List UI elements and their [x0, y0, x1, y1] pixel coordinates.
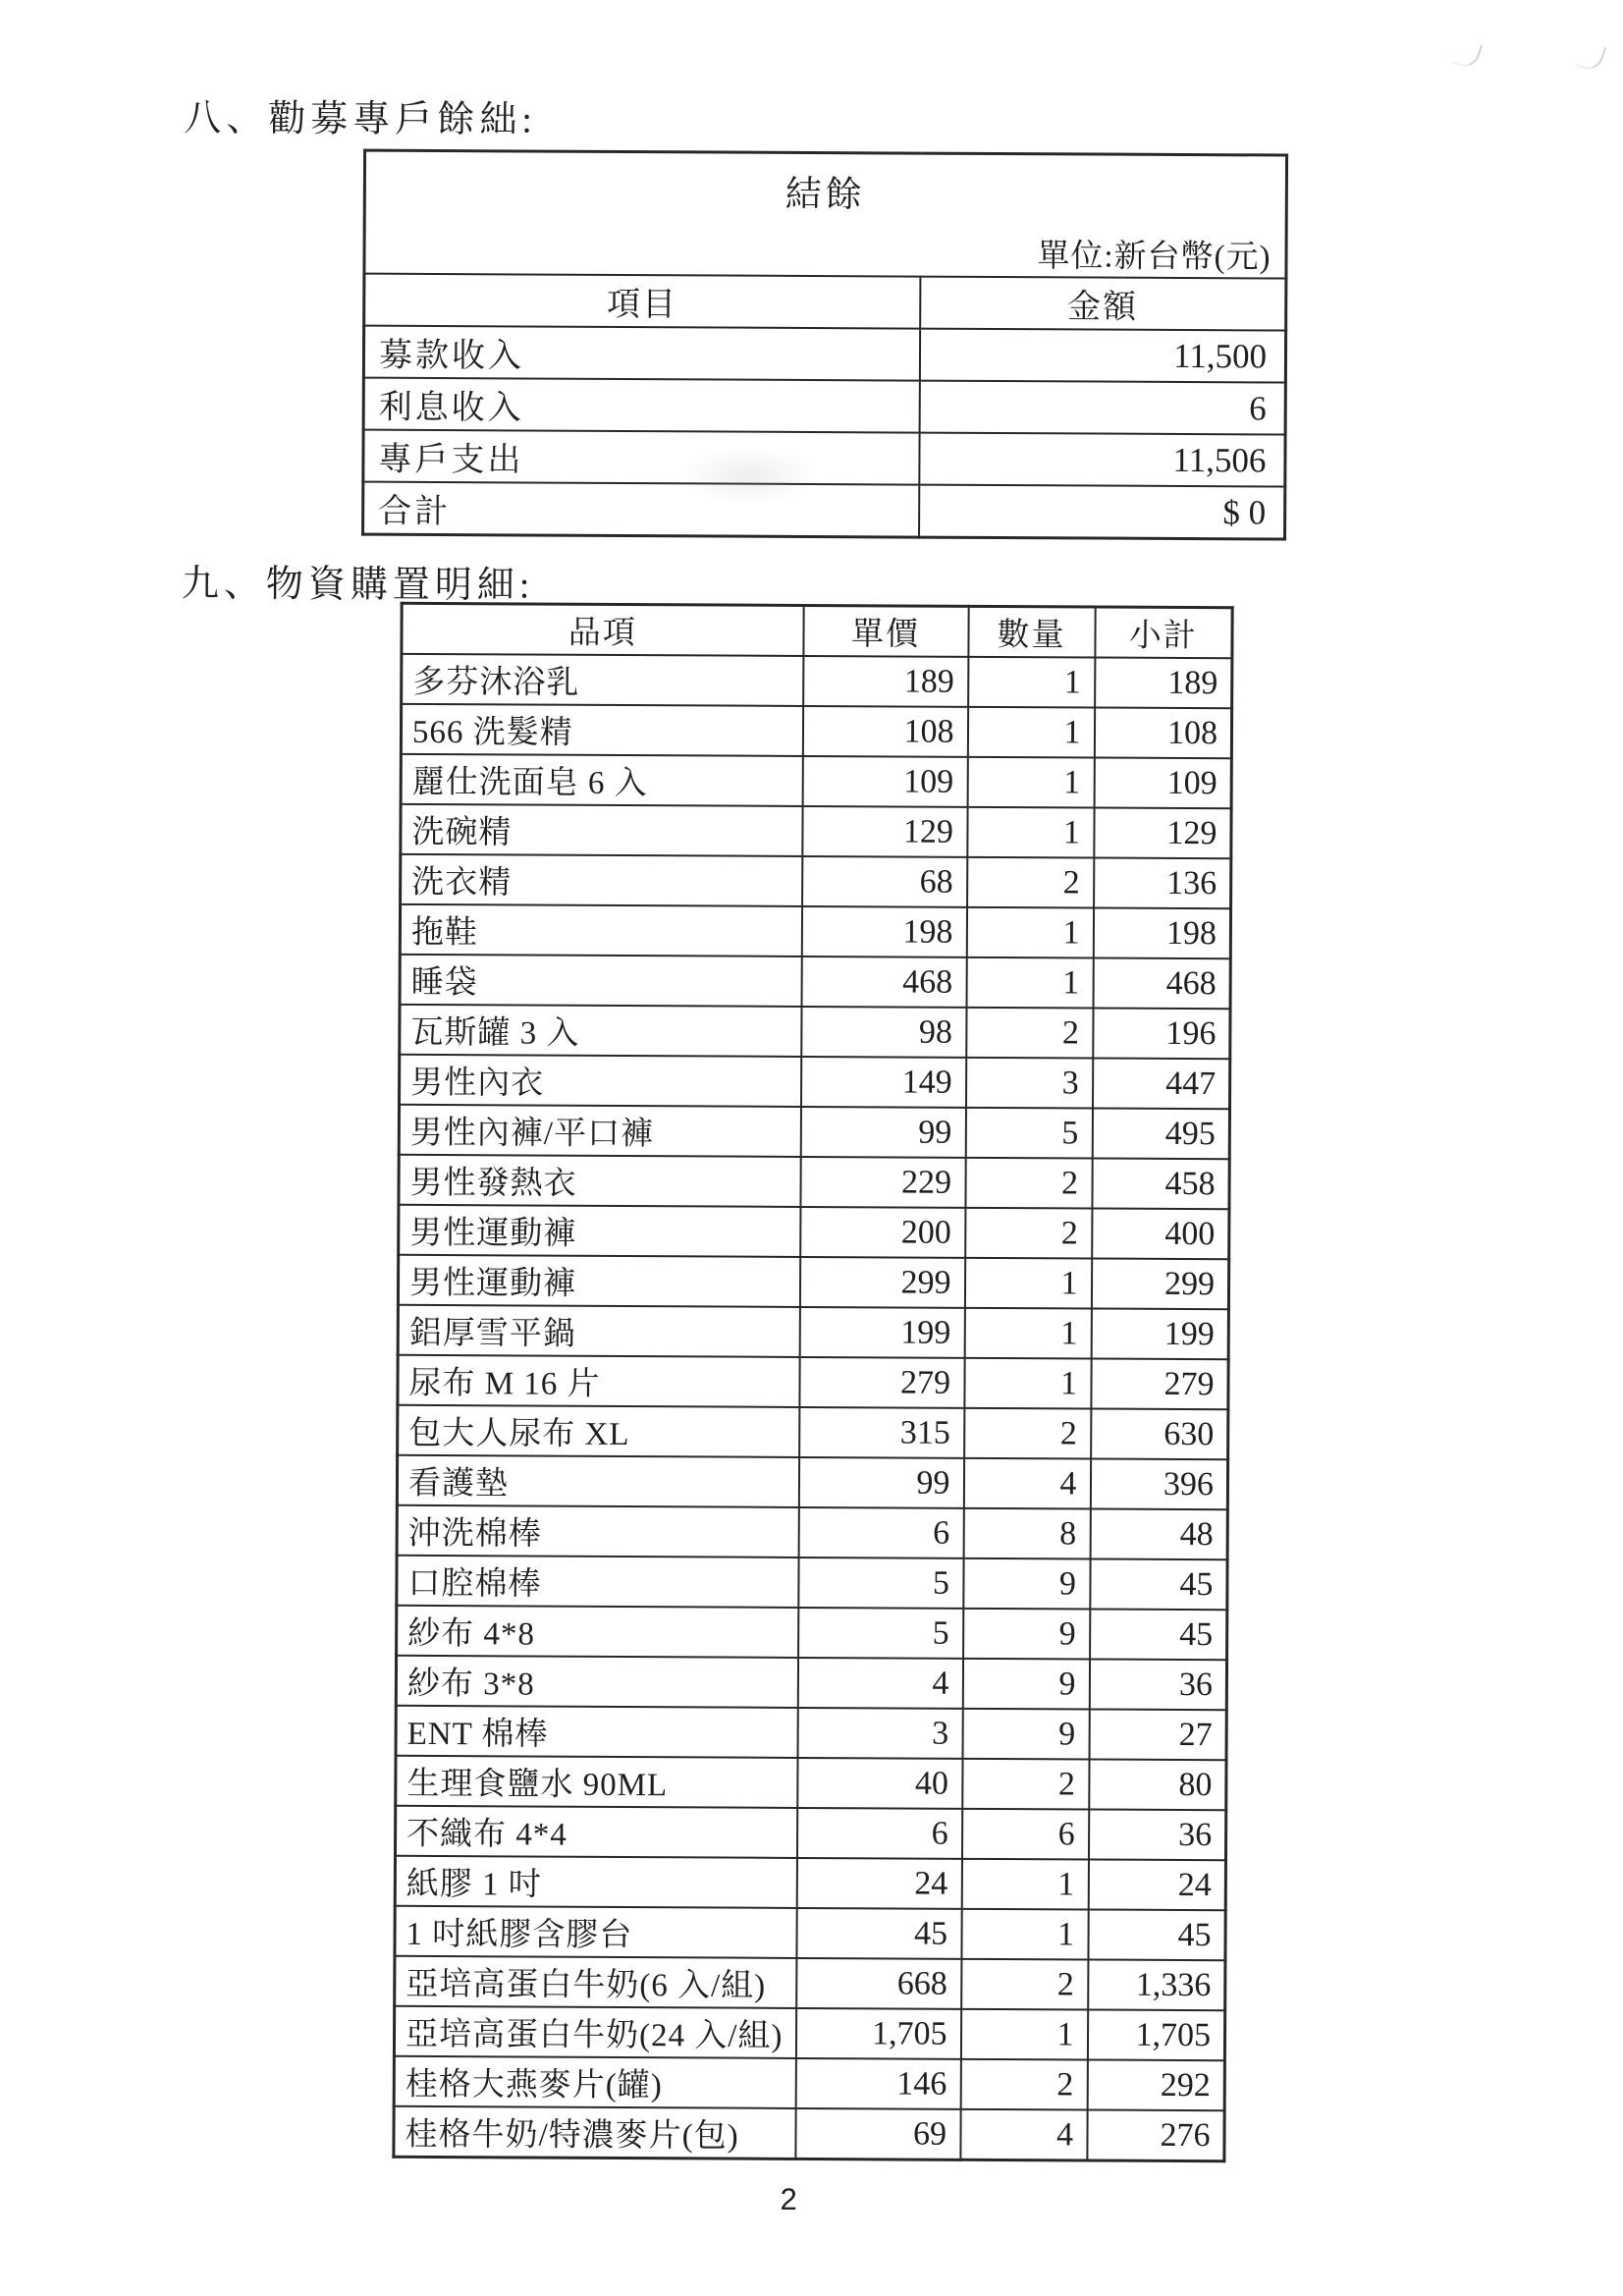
item-cell: 男性內衣: [400, 1055, 801, 1107]
quantity-cell: 1: [966, 957, 1093, 1009]
table-row: [363, 326, 1285, 383]
subtotal-cell: 279: [1091, 1358, 1228, 1409]
quantity-cell: 4: [960, 2109, 1087, 2160]
quantity-cell: 2: [964, 1408, 1091, 1459]
column-header-unit-price: 單價: [803, 605, 968, 656]
column-header-subtotal: 小計: [1095, 607, 1232, 658]
subtotal-cell: 1,705: [1087, 2009, 1224, 2060]
item-cell: 拖鞋: [400, 904, 801, 957]
item-cell: 生理食鹽水 90ML: [396, 1756, 797, 1808]
subtotal-cell: 36: [1089, 1659, 1226, 1710]
table-row: [401, 804, 1231, 858]
unit-price-cell: 129: [802, 806, 967, 857]
table-row: [400, 955, 1230, 1009]
quantity-cell: 1: [961, 1909, 1088, 1960]
item-cell: 男性運動褲: [398, 1255, 799, 1307]
currency-unit-note: 單位:新台幣(元): [1037, 239, 1271, 276]
item-cell: 合計: [363, 482, 919, 537]
item-cell: 洗碗精: [401, 804, 802, 856]
table-row: [398, 1255, 1228, 1309]
subtotal-cell: 299: [1091, 1258, 1228, 1309]
unit-price-cell: 45: [796, 1908, 961, 1959]
item-cell: 洗衣精: [401, 854, 802, 906]
item-cell: 亞培高蛋白牛奶(6 入/組): [395, 1956, 796, 2008]
table-row: [363, 378, 1285, 435]
quantity-cell: 1: [960, 2009, 1087, 2060]
quantity-cell: 2: [967, 857, 1094, 908]
item-cell: 看護墊: [397, 1455, 798, 1507]
subtotal-cell: 468: [1093, 958, 1230, 1010]
subtotal-cell: 1,336: [1088, 1959, 1225, 2010]
item-cell: 尿布 M 16 片: [398, 1355, 799, 1407]
table-row: [399, 1205, 1229, 1259]
table-title-cell: [364, 150, 1287, 278]
table-row: [395, 1806, 1225, 1860]
subtotal-cell: 129: [1094, 808, 1231, 859]
item-cell: 沖洗棉棒: [397, 1505, 798, 1558]
unit-price-cell: 198: [801, 906, 966, 957]
table-row: [398, 1355, 1228, 1409]
scan-noise: [679, 446, 817, 506]
table-header-row: [402, 603, 1232, 658]
quantity-cell: 1: [961, 1859, 1088, 1910]
subtotal-cell: 276: [1087, 2109, 1224, 2160]
unit-price-cell: 4: [797, 1658, 962, 1709]
unit-price-cell: 468: [801, 957, 966, 1008]
subtotal-cell: 24: [1088, 1859, 1225, 1910]
item-cell: 亞培高蛋白牛奶(24 入/組): [394, 2006, 795, 2058]
table-row: [400, 904, 1230, 958]
item-cell: 1 吋紙膠含膠台: [395, 1906, 796, 1958]
table-row: [401, 754, 1231, 808]
quantity-cell: 1: [966, 907, 1093, 958]
item-cell: 多芬沐浴乳: [402, 654, 803, 706]
item-cell: 紗布 4*8: [397, 1606, 798, 1658]
unit-price-cell: 99: [798, 1457, 963, 1508]
table-row: [398, 1305, 1228, 1359]
item-cell: 利息收入: [363, 378, 919, 433]
table-row: [400, 1005, 1230, 1059]
column-header-amount: 金額: [920, 277, 1286, 331]
subtotal-cell: 45: [1088, 1909, 1225, 1960]
unit-price-cell: 315: [799, 1407, 964, 1458]
subtotal-cell: 27: [1089, 1709, 1226, 1760]
donation-balance-table: [361, 149, 1288, 541]
supplies-detail-table: [392, 602, 1233, 2162]
supplies-detail-table-body: [394, 654, 1232, 2161]
quantity-cell: 9: [963, 1609, 1090, 1660]
column-header-quantity: 數量: [968, 606, 1095, 657]
table-row: [400, 1055, 1230, 1109]
column-header-item: 品項: [402, 603, 803, 656]
unit-price-cell: 146: [795, 2058, 960, 2109]
item-cell: 男性內褲/平口褲: [399, 1105, 800, 1157]
section-heading-donation-balance: 八、勸募專戶餘絀:: [184, 97, 537, 141]
quantity-cell: 9: [962, 1709, 1089, 1760]
quantity-cell: 9: [962, 1659, 1089, 1710]
table-header-row: [364, 274, 1286, 331]
item-cell: 募款收入: [363, 326, 919, 381]
amount-cell: 11,506: [919, 433, 1285, 487]
table-row: [363, 430, 1285, 487]
quantity-cell: 2: [960, 2059, 1087, 2110]
table-row: [394, 2056, 1224, 2110]
subtotal-cell: 199: [1091, 1308, 1228, 1359]
subtotal-cell: 400: [1092, 1208, 1229, 1259]
subtotal-cell: 136: [1094, 858, 1231, 909]
item-cell: 麗仕洗面皂 6 入: [401, 754, 802, 806]
subtotal-cell: 45: [1090, 1609, 1227, 1660]
quantity-cell: 6: [961, 1809, 1088, 1860]
quantity-cell: 1: [968, 657, 1095, 708]
quantity-cell: 8: [963, 1508, 1090, 1559]
table-row: [397, 1455, 1227, 1509]
unit-price-cell: 3: [797, 1708, 962, 1759]
unit-price-cell: 189: [803, 656, 968, 707]
subtotal-cell: 196: [1093, 1009, 1230, 1060]
unit-price-cell: 99: [800, 1107, 965, 1158]
quantity-cell: 1: [964, 1258, 1091, 1309]
unit-price-cell: 40: [797, 1758, 962, 1809]
item-cell: 男性發熱衣: [399, 1155, 800, 1207]
subtotal-cell: 109: [1094, 758, 1231, 809]
quantity-cell: 2: [965, 1208, 1092, 1259]
subtotal-cell: 48: [1090, 1508, 1227, 1559]
item-cell: 桂格牛奶/特濃麥片(包): [394, 2106, 795, 2159]
unit-price-cell: 24: [796, 1858, 961, 1909]
table-row: [401, 704, 1231, 758]
table-row: [397, 1505, 1227, 1559]
amount-cell: $ 0: [919, 485, 1285, 539]
table-row: [397, 1606, 1227, 1660]
quantity-cell: 9: [963, 1558, 1090, 1610]
quantity-cell: 3: [965, 1058, 1092, 1109]
table-row: [396, 1756, 1226, 1810]
subtotal-cell: 292: [1087, 2059, 1224, 2110]
section-heading-supplies: 九、物資購置明細:: [181, 563, 535, 607]
quantity-cell: 4: [963, 1458, 1090, 1509]
unit-price-cell: 279: [799, 1357, 964, 1408]
quantity-cell: 2: [965, 1158, 1092, 1209]
table-row: [401, 854, 1231, 908]
subtotal-cell: 36: [1088, 1809, 1225, 1860]
quantity-cell: 1: [964, 1308, 1091, 1359]
amount-cell: 6: [919, 381, 1285, 435]
scan-smudge: [1576, 40, 1606, 73]
table-title-row: [364, 150, 1287, 278]
table-row: [402, 654, 1232, 708]
unit-price-cell: 1,705: [795, 2008, 960, 2059]
table-row: [397, 1556, 1227, 1610]
unit-price-cell: 68: [802, 856, 967, 907]
table-row: [396, 1706, 1226, 1760]
unit-price-cell: 69: [795, 2108, 960, 2159]
subtotal-cell: 458: [1092, 1158, 1229, 1209]
unit-price-cell: 98: [801, 1007, 966, 1058]
subtotal-cell: 45: [1090, 1558, 1227, 1610]
item-cell: 桂格大燕麥片(罐): [394, 2056, 795, 2108]
unit-price-cell: 229: [800, 1157, 965, 1208]
table-row: [395, 1906, 1225, 1960]
table-row: [363, 482, 1285, 539]
item-cell: 鋁厚雪平鍋: [398, 1305, 799, 1357]
unit-price-cell: 299: [799, 1257, 964, 1308]
table-row: [395, 1856, 1225, 1910]
quantity-cell: 5: [965, 1108, 1092, 1159]
subtotal-cell: 396: [1090, 1458, 1227, 1509]
subtotal-cell: 80: [1089, 1759, 1226, 1810]
table-row: [399, 1155, 1229, 1209]
item-cell: 包大人尿布 XL: [398, 1405, 799, 1457]
unit-price-cell: 109: [802, 756, 967, 807]
quantity-cell: 1: [967, 757, 1094, 808]
unit-price-cell: 6: [796, 1808, 961, 1859]
table-row: [394, 2006, 1224, 2060]
table-row: [398, 1405, 1228, 1459]
item-cell: 口腔棉棒: [397, 1556, 798, 1608]
column-header-item: 項目: [364, 274, 920, 329]
item-cell: 566 洗髮精: [401, 704, 802, 756]
table-row: [394, 2106, 1224, 2161]
unit-price-cell: 5: [798, 1558, 963, 1609]
amount-cell: 11,500: [919, 329, 1285, 383]
table-title: 結餘: [784, 174, 866, 216]
table-row: [395, 1956, 1225, 2010]
page-number: 2: [780, 2181, 797, 2216]
subtotal-cell: 198: [1093, 908, 1230, 959]
item-cell: 不織布 4*4: [395, 1806, 796, 1858]
item-cell: 睡袋: [400, 955, 801, 1007]
item-cell: 紗布 3*8: [396, 1656, 797, 1708]
item-cell: 瓦斯罐 3 入: [400, 1005, 801, 1057]
subtotal-cell: 447: [1092, 1059, 1229, 1110]
quantity-cell: 1: [967, 807, 1094, 858]
subtotal-cell: 108: [1094, 708, 1231, 759]
subtotal-cell: 189: [1095, 658, 1232, 709]
unit-price-cell: 668: [796, 1958, 961, 2009]
unit-price-cell: 108: [802, 706, 967, 757]
quantity-cell: 2: [966, 1008, 1093, 1059]
quantity-cell: 2: [961, 1959, 1088, 2010]
unit-price-cell: 199: [799, 1307, 964, 1358]
item-cell: 紙膠 1 吋: [395, 1856, 796, 1908]
unit-price-cell: 149: [800, 1057, 965, 1108]
scan-smudge: [1452, 37, 1483, 70]
table-row: [399, 1105, 1229, 1159]
subtotal-cell: 630: [1091, 1408, 1228, 1459]
donation-balance-table-body: [363, 326, 1286, 539]
quantity-cell: 1: [967, 707, 1094, 758]
unit-price-cell: 6: [798, 1507, 963, 1558]
item-cell: 男性運動褲: [399, 1205, 800, 1257]
quantity-cell: 2: [962, 1759, 1089, 1810]
quantity-cell: 1: [964, 1358, 1091, 1409]
item-cell: 專戶支出: [363, 430, 919, 485]
unit-price-cell: 200: [800, 1207, 965, 1258]
item-cell: ENT 棉棒: [396, 1706, 797, 1758]
subtotal-cell: 495: [1092, 1109, 1229, 1160]
table-row: [396, 1656, 1226, 1710]
unit-price-cell: 5: [798, 1608, 963, 1659]
